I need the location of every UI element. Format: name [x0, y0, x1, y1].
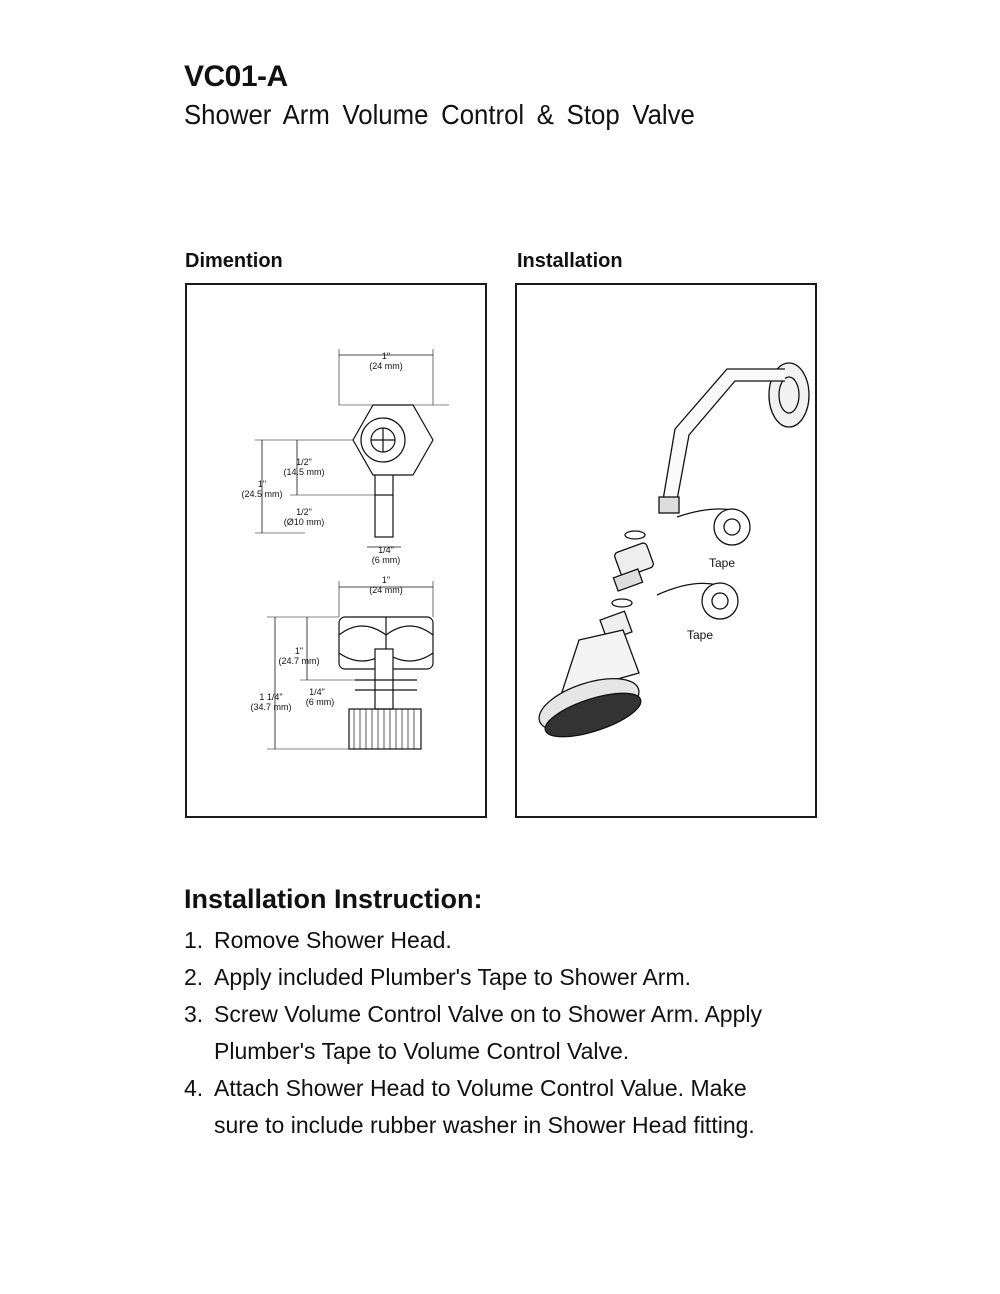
dim-side-width-mm: (24 mm) [369, 585, 403, 595]
arm-thread [659, 497, 679, 513]
instruction-step [184, 996, 884, 1070]
dim-one-in: 1" [257, 479, 267, 489]
step-number: 1. [184, 927, 204, 953]
shower-head [533, 611, 646, 745]
dim-stem-width: 1/4" [378, 545, 394, 555]
shower-arm [663, 369, 785, 500]
dim-half-in-mm: (14.5 mm) [283, 467, 325, 477]
step-number: 3. [184, 1001, 204, 1027]
instructions-heading: Installation Instruction: [184, 884, 483, 914]
dim-total-height: 1 1/4" [259, 692, 283, 702]
dim-stem-dia: 1/2" [296, 507, 312, 517]
dimension-panel [185, 283, 487, 818]
step-number: 2. [184, 964, 204, 990]
step-text: Plumber's Tape to Volume Control Valve. [214, 1038, 630, 1064]
volume-control-valve [613, 542, 654, 591]
installation-drawing [517, 285, 819, 820]
dim-handle-width: 1/4" [309, 687, 325, 697]
dim-side-width: 1" [381, 575, 391, 585]
dim-body-height-mm: (24.7 mm) [278, 656, 320, 666]
dim-body-height: 1" [294, 646, 304, 656]
step-text: Screw Volume Control Valve on to Shower Arm. Apply [214, 1001, 763, 1027]
step-number: 4. [184, 1075, 204, 1101]
tape-roll-upper [677, 509, 750, 545]
dimension-panel-label: Dimention [185, 250, 283, 272]
dimension-drawing [187, 285, 489, 820]
tape-label-lower: Tape [687, 628, 714, 642]
instruction-step [184, 922, 884, 959]
installation-panel [515, 283, 817, 818]
tape-label-upper: Tape [709, 556, 736, 570]
washer-upper [625, 531, 645, 539]
dim-one-in-mm: (24.5 mm) [241, 489, 283, 499]
step-text: Romove Shower Head. [214, 927, 452, 953]
step-text: sure to include rubber washer in Shower Head fitting. [214, 1112, 755, 1138]
step-text: Attach Shower Head to Volume Control Value. Make [214, 1075, 747, 1101]
instruction-step [184, 1070, 884, 1144]
step-text: Apply included Plumber's Tape to Shower Arm. [214, 964, 691, 990]
dim-half-in: 1/2" [296, 457, 312, 467]
dim-top-width-mm: (24 mm) [369, 361, 403, 371]
valve-stem [375, 495, 393, 537]
control-handle [375, 649, 393, 709]
washer-lower [612, 599, 632, 607]
dim-stem-width-mm: (6 mm) [371, 555, 401, 565]
model-number: VC01-A [184, 60, 288, 93]
instruction-steps [184, 922, 884, 1144]
installation-panel-label: Installation [517, 250, 623, 272]
dim-total-height-mm: (34.7 mm) [250, 702, 292, 712]
dim-handle-width-mm: (6 mm) [305, 697, 335, 707]
product-subtitle: Shower Arm Volume Control & Stop Valve [184, 99, 695, 130]
dim-top-width: 1" [381, 351, 391, 361]
tape-roll-lower [657, 583, 738, 619]
instruction-step [184, 959, 884, 996]
dim-stem-dia-mm: (Ø10 mm) [283, 517, 325, 527]
